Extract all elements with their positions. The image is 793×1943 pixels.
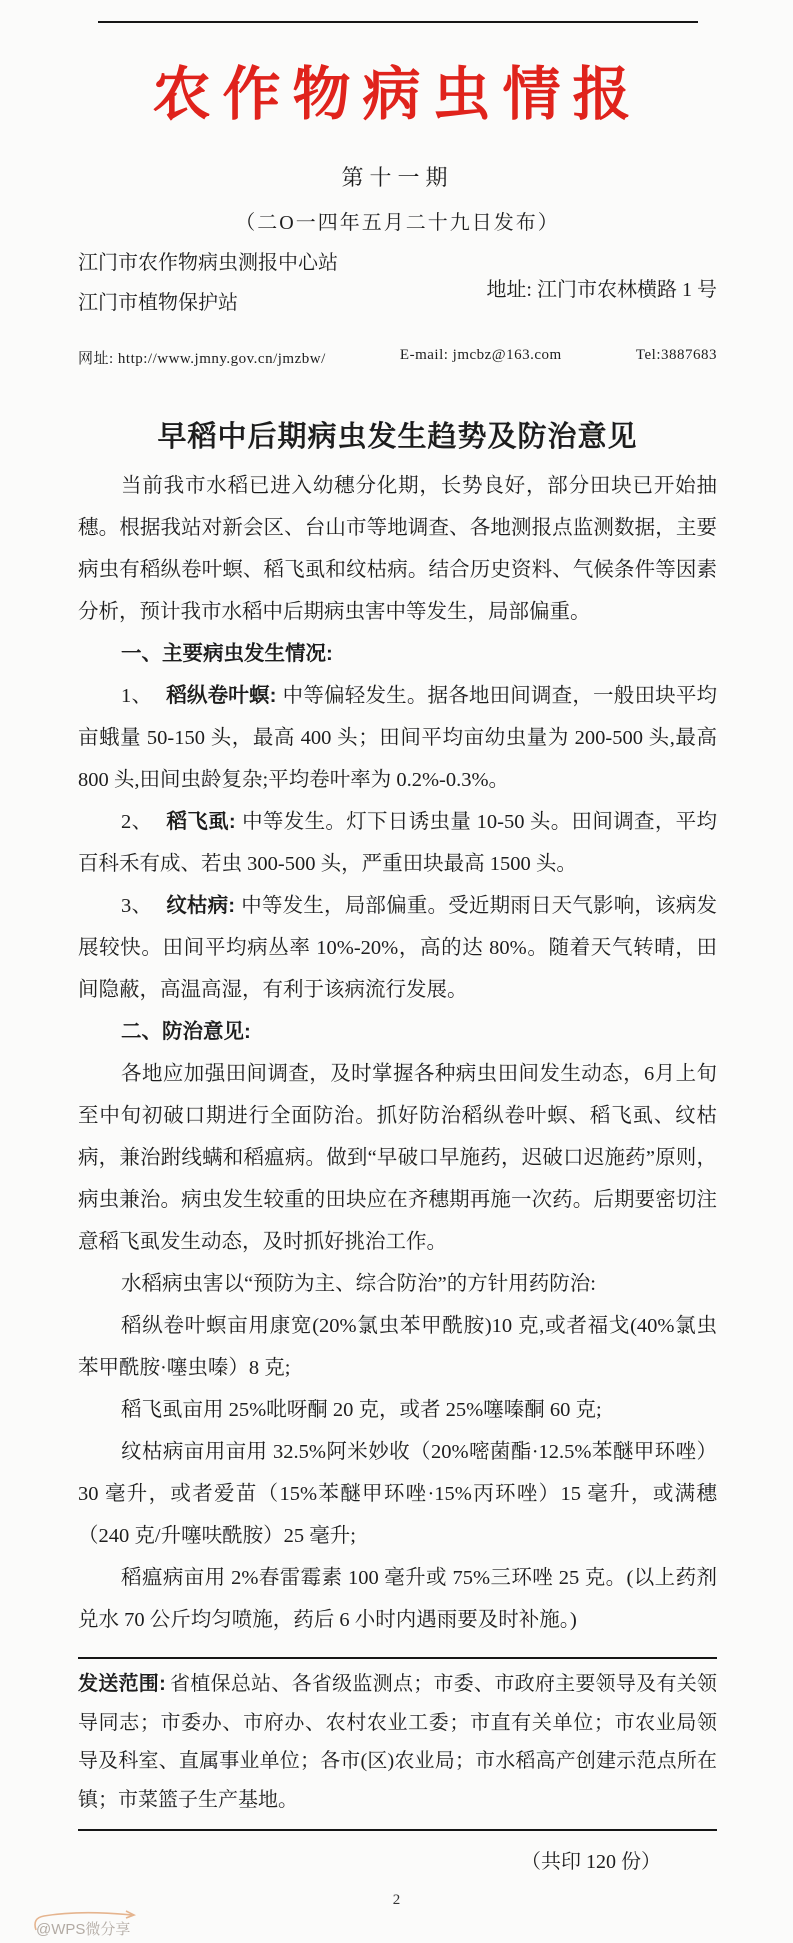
advice-paragraph: 各地应加强田间调查，及时掌握各种病虫田间发生动态，6月上旬至中旬初破口期进行全面防治。抓好防治稻纵卷叶螟、稻飞虱、纹枯病，兼治跗线螨和稻瘟病。做到“早破口早施药，迟破口迟施药”原则，病虫兼治。病虫发生较重的田块应在齐穗期再施一次药。后期要密切注意稻飞虱发生动态，及时抓好挑治工作。 bbox=[78, 1063, 717, 1254]
print-count: （共印 120 份） bbox=[521, 1851, 661, 1873]
org-row bbox=[78, 243, 717, 323]
item-number: 3、 bbox=[121, 895, 153, 918]
pest-item bbox=[78, 675, 717, 801]
pest-name: 稻纵卷叶螟: bbox=[166, 684, 277, 708]
watermark-text: @WPS微分享 bbox=[36, 1921, 131, 1938]
org-line2: 江门市植物保护站 bbox=[78, 292, 238, 314]
article-body bbox=[78, 465, 717, 1641]
intro-paragraph: 当前我市水稻已进入幼穗分化期，长势良好，部分田块已开始抽穗。根据我站对新会区、台山市等地调查、各地测报点监测数据，主要病虫有稻纵卷叶螟、稻飞虱和纹枯病。结合历史资料、气候条件等因素分析，预计我市水稻中后期病虫害中等发生，局部偏重。 bbox=[78, 475, 717, 624]
email-text: E-mail: jmcbz@163.com bbox=[399, 347, 562, 363]
section2-title: 二、防治意见: bbox=[121, 1020, 251, 1044]
org-names bbox=[78, 243, 338, 323]
contact-row bbox=[78, 347, 717, 368]
advice-paragraph: 稻瘟病亩用 2%春雷霉素 100 毫升或 75%三环唑 25 克。(以上药剂兑水 70 公斤均匀喷施，药后 6 小时内遇雨要及时补施。) bbox=[78, 1567, 717, 1632]
pest-item bbox=[78, 885, 717, 1011]
pest-name: 纹枯病: bbox=[166, 894, 236, 918]
advice-paragraph: 纹枯病亩用亩用 32.5%阿米妙收（20%嘧菌酯·12.5%苯醚甲环唑）30 毫升，或者爱苗（15%苯醚甲环唑·15%丙环唑）15 毫升，或满穗（240 克/升噻呋酰胺）25 毫升; bbox=[78, 1441, 717, 1548]
org-address: 地址: 江门市农林横路 1 号 bbox=[486, 278, 717, 301]
issue-number: 第十一期 bbox=[341, 165, 454, 190]
publish-date: （二O一四年五月二十九日发布） bbox=[235, 212, 560, 234]
org-line1: 江门市农作物病虫测报中心站 bbox=[78, 252, 338, 274]
advice-paragraph: 稻纵卷叶螟亩用康宽(20%氯虫苯甲酰胺)10 克,或者福戈(40%氯虫苯甲酰胺·噻虫嗪）8 克; bbox=[78, 1315, 717, 1380]
distribution-text: 省植保总站、各省级监测点；市委、市政府主要领导及有关领导同志；市委办、市府办、农村农业工委；市直有关单位；市农业局领导及科室、直属事业单位；各市(区)农业局；市水稻高产创建示范点所在镇；市菜篮子生产基地。 bbox=[78, 1673, 718, 1811]
pest-item bbox=[78, 801, 717, 885]
pest-text: 中等偏轻发生。据各地田间调查，一般田块平均亩蛾量 50-150 头，最高 400 头；田间平均亩幼虫量为 200-500 头,最高 800 头,田间虫龄复杂;平均卷叶率为 0.2%-0.3%。 bbox=[78, 685, 718, 792]
advice-paragraph: 稻飞虱亩用 25%吡呀酮 20 克，或者 25%噻嗪酮 60 克; bbox=[121, 1399, 602, 1422]
distribution-label: 发送范围: bbox=[78, 1673, 166, 1696]
wps-watermark bbox=[36, 1918, 130, 1939]
item-number: 2、 bbox=[121, 811, 153, 834]
document-title: 农作物病虫情报 bbox=[152, 62, 643, 127]
item-number: 1、 bbox=[121, 685, 153, 708]
article-title: 早稻中后期病虫发生趋势及防治意见 bbox=[157, 421, 638, 453]
tel-text: Tel:3887683 bbox=[635, 347, 717, 363]
section1-title: 一、主要病虫发生情况: bbox=[121, 642, 333, 666]
pest-text: 中等发生。灯下日诱虫量 10-50 头。田间调查，平均百科禾有成、若虫 300-500 头，严重田块最高 1500 头。 bbox=[78, 811, 718, 876]
website-text: 网址: http://www.jmny.gov.cn/jmzbw/ bbox=[78, 351, 326, 367]
page-number: 2 bbox=[392, 1892, 401, 1908]
pest-text: 中等发生，局部偏重。受近期雨日天气影响，该病发展较快。田间平均病丛率 10%-20%，高的达 80%。随着天气转晴，田间隐蔽，高温高湿，有利于该病流行发展。 bbox=[78, 895, 718, 1002]
header-top-rule bbox=[98, 21, 698, 23]
advice-paragraph: 水稻病虫害以“预防为主、综合防治”的方针用药防治: bbox=[121, 1273, 596, 1296]
distribution-block bbox=[78, 1657, 717, 1831]
pest-name: 稻飞虱: bbox=[166, 810, 236, 834]
